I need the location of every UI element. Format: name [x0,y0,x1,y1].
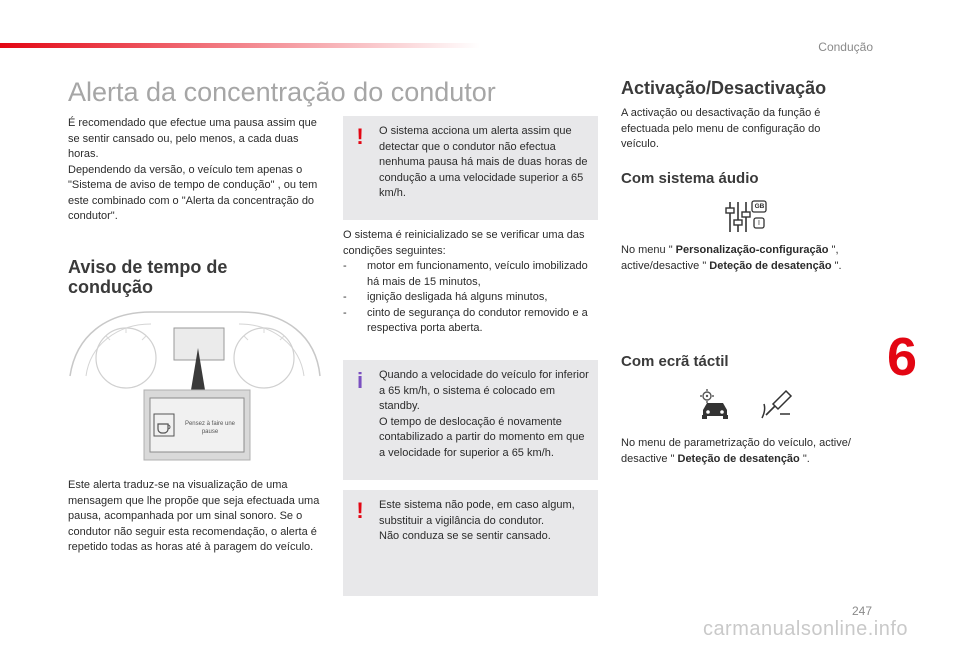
language-badge-label: GB [754,203,765,210]
touchscreen-heading: Com ecrã táctil [621,353,729,370]
audio-menu-name: Personalização-configuração [675,244,829,256]
page-title: Alerta da concentração do condutor [68,77,496,107]
reset-item: - cinto de segurança do condutor removido e a respectiva porta aberta. [343,306,600,337]
reset-list [343,259,600,337]
driving-time-description: Este alerta traduz-se na visualização de uma mensagem que lhe propõe que seja efectuada uma pausa, acompanhada por um sinal sonoro. Se o condutor não seguir esta recomendação, o alerta é repetido todas as horas até à paragem do veículo. [68,479,320,553]
touch-text-pre: No menu de parametrização do veículo, active/ desactive " [621,437,851,465]
info-box-text-2: O tempo de deslocação é novamente contabilizado a partir do momento em que a velocidade for superior a 65 km/h. [379,415,585,459]
intro-paragraph-1: É recomendado que efectue uma pausa assim que se sentir cansado ou, pelo menos, a cada duas horas. [68,117,317,160]
pause-message-display: Pensez à faire une pause [184,421,236,435]
vehicle-settings-icon [698,388,732,420]
audio-settings-icon [724,198,770,234]
info-box-text-1: Quando a velocidade do veículo for inferior a 65 km/h, o sistema é colocado em standby. [379,369,589,412]
audio-text-post: ". [831,259,842,272]
touch-text-post: ". [799,452,810,465]
touch-gesture-icon [760,388,794,420]
warning-box-vigilance-text-1: Este sistema não pode, em caso algum, substituir a vigilância do condutor. [379,499,575,527]
warning-box-vigilance-text-2: Não conduza se se sentir cansado. [379,530,551,542]
warning-icon: ! [356,124,364,149]
chapter-number: 6 [887,327,918,387]
info-icon: i [356,368,364,393]
intro-text [68,116,323,225]
info-box-standby [343,360,598,480]
info-box-text [379,368,592,461]
activation-heading: Activação/Desactivação [621,78,827,98]
intro-paragraph-2: Dependendo da versão, o veículo tem apenas o "Sistema de aviso de tempo de condução" , ou tem este combinado com o "Alerta da concentração do condutor". [68,163,318,222]
audio-instruction [621,243,871,274]
touch-option-name: Deteção de desatenção [677,452,800,465]
reset-item: - motor em funcionamento, veículo imobilizado há mais de 15 minutos, [343,259,600,290]
instrument-cluster-drawing [66,306,324,466]
reset-intro: O sistema é reinicializado se se verificar uma das condições seguintes: [343,229,585,257]
section-name: Condução [818,40,873,54]
drowsy-driver-icon [760,388,794,420]
audio-text-pre: No menu " [621,244,676,256]
warning-box-alert-text: O sistema acciona um alerta assim que detectar que o condutor não efectua nenhuma pausa há mais de duas horas de condução a uma velocidade superior a 65 km/h. [379,125,588,199]
audio-text-mid: ", active/desactive " [621,244,839,272]
audio-heading: Com sistema áudio [621,170,759,187]
audio-option-name: Deteção de desatenção [709,259,832,272]
reset-conditions [343,228,600,337]
header-accent-bar [0,43,480,48]
activation-text: A activação ou desactivação da função é efectuada pelo menu de configuração do veículo. [621,107,821,150]
warning-box-vigilance [343,490,598,596]
watermark: carmanualsonline.info [702,618,908,640]
touchscreen-instruction [621,436,876,467]
driving-time-heading: Aviso de tempo de condução [68,257,228,297]
warning-icon: ! [356,498,364,523]
warning-box-vigilance-text [379,498,592,545]
warning-box-alert [343,116,598,220]
car-gear-icon [698,388,732,420]
instrument-panel-illustration [66,306,324,466]
reset-item: - ignição desligada há alguns minutos, [343,290,600,306]
badge-label: I [758,220,760,227]
page-number: 247 [851,604,872,618]
